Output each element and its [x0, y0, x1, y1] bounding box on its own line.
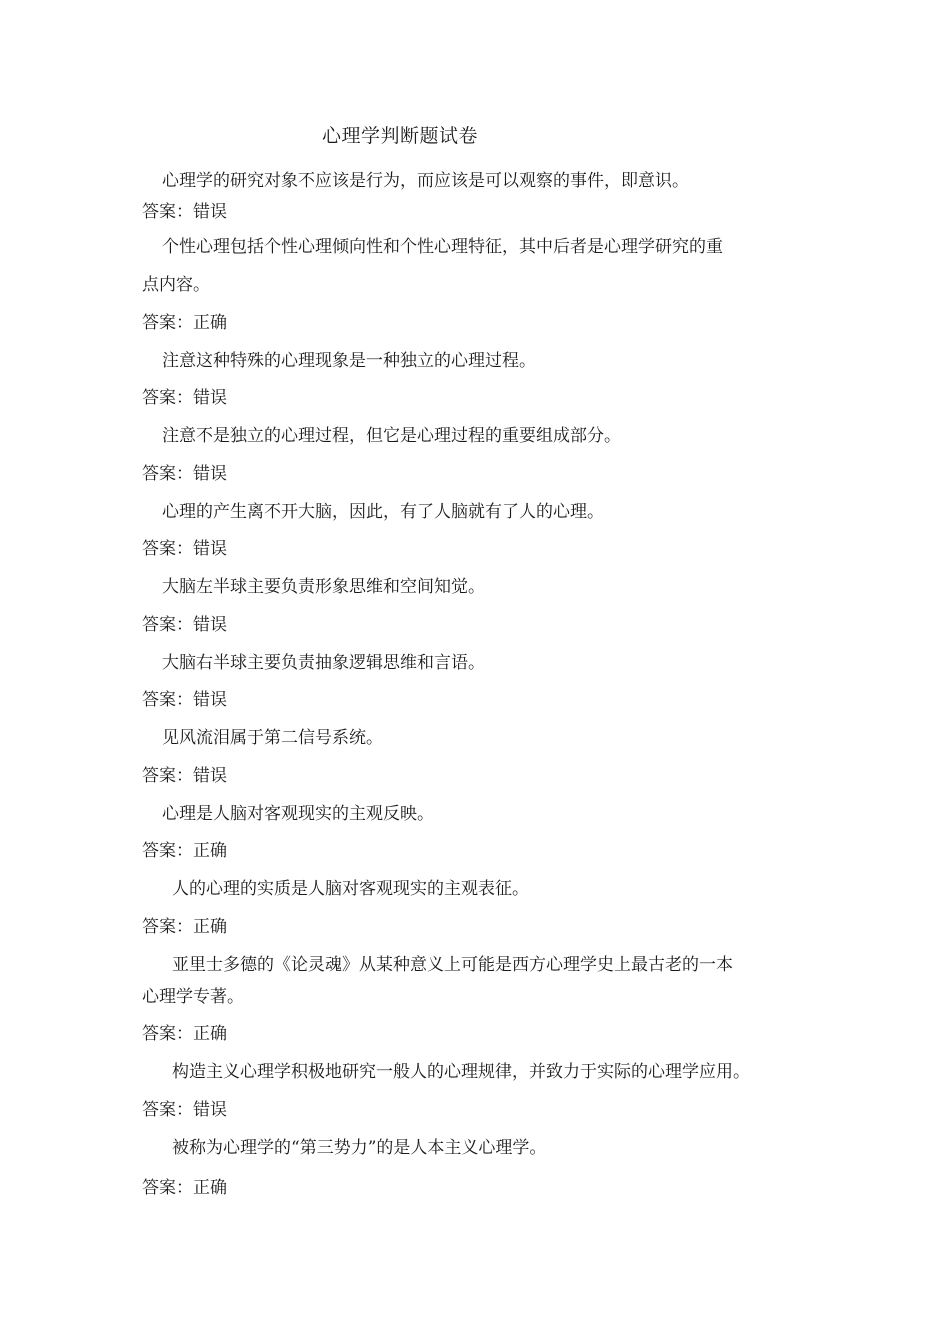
answer-6: 答案：错误: [142, 615, 227, 635]
question-12: 构造主义心理学积极地研究一般人的心理规律，并致力于实际的心理学应用。: [172, 1062, 750, 1082]
question-2-continued: 点内容。: [142, 275, 210, 295]
question-7: 大脑右半球主要负责抽象逻辑思维和言语。: [162, 653, 485, 673]
answer-11: 答案：正确: [142, 1024, 227, 1044]
question-11-continued: 心理学专著。: [142, 987, 244, 1007]
question-10: 人的心理的实质是人脑对客观现实的主观表征。: [172, 879, 529, 899]
answer-3: 答案：错误: [142, 388, 227, 408]
question-2: 个性心理包括个性心理倾向性和个性心理特征，其中后者是心理学研究的重: [162, 237, 723, 257]
question-4: 注意不是独立的心理过程，但它是心理过程的重要组成部分。: [162, 426, 621, 446]
answer-5: 答案：错误: [142, 539, 227, 559]
answer-2: 答案：正确: [142, 313, 227, 333]
answer-10: 答案：正确: [142, 917, 227, 937]
question-11: 亚里士多德的《论灵魂》从某种意义上可能是西方心理学史上最古老的一本: [172, 955, 733, 975]
question-5: 心理的产生离不开大脑，因此，有了人脑就有了人的心理。: [162, 502, 604, 522]
question-9: 心理是人脑对客观现实的主观反映。: [162, 804, 434, 824]
answer-12: 答案：错误: [142, 1100, 227, 1120]
question-13: 被称为心理学的“第三势力”的是人本主义心理学。: [172, 1138, 547, 1158]
answer-13: 答案：正确: [142, 1178, 227, 1198]
question-8: 见风流泪属于第二信号系统。: [162, 728, 383, 748]
answer-1: 答案：错误: [142, 202, 227, 222]
answer-9: 答案：正确: [142, 841, 227, 861]
answer-8: 答案：错误: [142, 766, 227, 786]
page-title: 心理学判断题试卷: [322, 125, 479, 147]
question-6: 大脑左半球主要负责形象思维和空间知觉。: [162, 577, 485, 597]
question-3: 注意这种特殊的心理现象是一种独立的心理过程。: [162, 351, 536, 371]
question-1: 心理学的研究对象不应该是行为，而应该是可以观察的事件，即意识。: [162, 171, 689, 191]
answer-4: 答案：错误: [142, 464, 227, 484]
answer-7: 答案：错误: [142, 690, 227, 710]
